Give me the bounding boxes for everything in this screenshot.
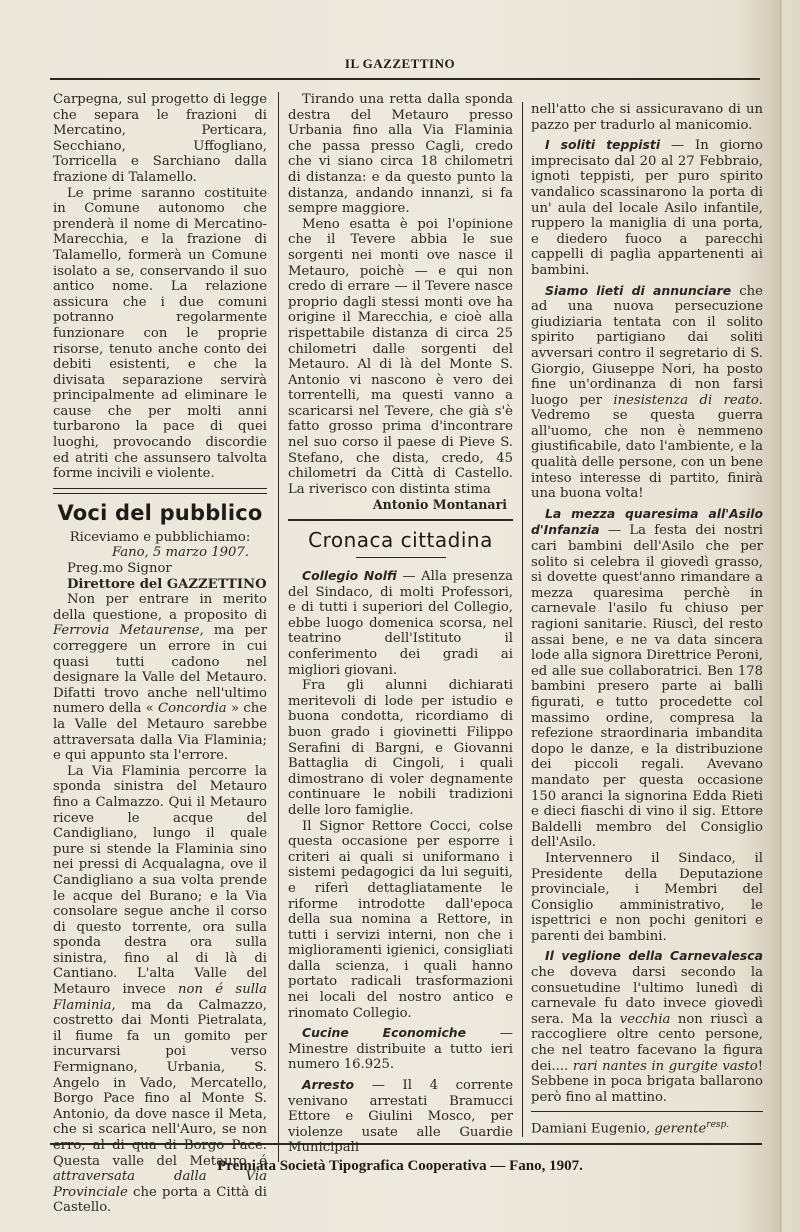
- footer-rule: [50, 1143, 762, 1145]
- paragraph: Tirando una retta dalla sponda destra del Metauro presso Urbania fino alla Via Flaminia che passa presso Cagli, credo che vi siano circa 18 chilometri di distanza: e da questo punto la distanza, andando innanzi, si fa sempre maggiore.: [288, 92, 513, 217]
- title-underline: [356, 557, 446, 558]
- paragraph: La Via Flaminia percorre la sponda sinistra del Metauro fino a Calmazzo. Qui il Metauro riceve le acque del Candigliano, lungo il quale pure si stende la Flaminia sino nei pressi di Acqualagna, ove il Candigliano a sua volta prende le acque del Burano; e la Via consolare segue anche il corso di questo torrente, ora sulla sponda destra ora sulla sinistra, fino al di là di Cantiano. L'alta Valle del Metauro invece non é sulla Flaminia, ma da Calmazzo, costretto dai Monti Pietralata, il fiume fa un gomito per incurvarsi poi verso Fermignano, Urbania, S. Angelo in Vado, Mercatello, Borgo Pace fino al Monte S. Antonio, da dove nasce il Meta, che si scarica nell'Auro, se non erro, al di qua di Borgo Pace. Questa valle del Metauro é attraversata dalla Via Provinciale che porta a Città di Castello.: [53, 763, 267, 1216]
- section-rule: [53, 488, 267, 494]
- salutation: Preg.mo Signor: [67, 561, 172, 577]
- column-1: [53, 92, 267, 1216]
- news-item-arresto: Arresto — Il 4 corrente venivano arrestati Bramucci Ettore e Giulini Mosco, per violenze usate alle Guardie Municipali: [288, 1077, 513, 1156]
- running-head: IL GAZZETTINO: [344, 56, 456, 71]
- letter-signature: Antonio Montanari: [372, 497, 507, 513]
- paragraph: Il Signor Rettore Cocci, colse questa occasione per esporre i criteri ai quali si uniformano i sistemi pedagogici da lui seguiti, e riferì dettagliatamente le riforme introdotte dall'epoca della sua nomina a Rettore, in tutti i servizi interni, non che i miglioramenti igienici, consigliati dalla scienza, i quali hanno portato radicali trasformazioni nei locali del nostro antico e rinomato Collegio.: [288, 818, 513, 1021]
- section-title-voci-del-pubblico: Voci del pubblico: [57, 500, 263, 525]
- dateline: Fano, 5 marzo 1907.: [111, 545, 249, 561]
- page-fold: [779, 0, 782, 1232]
- paragraph: Meno esatta è poi l'opinione che il Tevere abbia le sue sorgenti nei monti ove nasce il Metauro, poichè — e qui non credo di errare — il Tevere nasce proprio dagli stessi monti ove ha origine il Marecchia, e cioè alla rispettabile distanza di circa 25 chilometri dalle sorgenti del Metauro. Al di là del Monte S. Antonio vi nascono è vero dei torrentelli, ma questi vanno a scaricarsi nel Tevere, che già s'è fatto grosso prima d'incontrare nel suo corso il paese di Pieve S. Stefano, che dista, credo, 45 chilometri da Città di Castello. La riverisco con distinta stima: [288, 216, 513, 497]
- news-item-veglione: Il veglione della Carnevalesca che doveva darsi secondo la consuetudine l'ultimo lunedì di carnevale fu dato invece giovedì sera. Ma la vecchia non riuscì a raccogliere oltre cento persone, che nel teatro facevano la figura dei.... rari nantes in gurgite vasto! Sebbene in poca brigata ballarono però fino al mattino.: [531, 948, 763, 1105]
- column-3: [531, 102, 763, 1137]
- column-2: [288, 92, 513, 1156]
- paragraph: Intervennero il Sindaco, il Presidente della Deputazione provinciale, i Membri del Consiglio amministrativo, le ispettrici e non pochi genitori e parenti dei bambini.: [531, 850, 763, 944]
- news-item-siamo-lieti: Siamo lieti di annunciare che ad una nuova persecuzione giudiziaria tentata con il solito spirito partigiano dai soliti avversari contro il segretario di S. Giorgio, Giuseppe Nori, ha posto fine un'ordinanza di non farsi luogo per inesistenza di reato. Vedremo se questa guerra all'uomo, che non è nemmeno giustificabile, dato l'ambiente, e la qualità delle persone, con un bene inteso interesse di partito, finirà una buona volta!: [531, 282, 763, 502]
- column-divider: [278, 92, 279, 1162]
- section-rule: [531, 1111, 763, 1112]
- section-rule: [288, 519, 513, 521]
- addressee: Direttore del GAZZETTINO: [67, 576, 267, 592]
- news-item-collegio-nolfi: Collegio Nolfi — Alla presenza del Sindaco, di molti Professori, e di tutti i superiori del Collegio, ebbe luogo domenica scorsa, nel teatrino dell'Istituto il conferimento dei gradi ai migliori giovani.: [288, 568, 513, 678]
- section-title-cronaca-cittadina: Cronaca cittadina: [308, 528, 493, 553]
- paragraph: Le prime saranno costituite in Comune autonomo che prenderà il nome di Mercatino-Marecchia, e la frazione di Talamello, formerà un Comune isolato a se, conservando il suo antico nome. La relazione assicura che i due comuni potranno regolarmente funzionare con le proprie risorse, tenuto anche conto dei debiti esistenti, e che la divisata separazione servirà principalmente ad eliminare le cause che per molti anni turbarono la pace di quei luoghi, provocando discordie ed atriti che assunsero talvolta forme incivili e violente.: [53, 185, 267, 482]
- printer-imprint: Premiata Società Tipografica Cooperativa — Fano, 1907.: [217, 1158, 583, 1174]
- news-item-mezza-quaresima: La mezza quaresima all'Asilo d'Infanzia — La festa dei nostri cari bambini dell'Asilo che per solito si celebra il giovedì grasso, si dovette quest'anno rimandare a mezza quaresima perchè in carnevale l'asilo fu chiuso per ragioni sanitarie. Riuscì, del resto assai bene, e ne va data sincera lode alla signora Direttrice Peroni, ed alle sue collaboratrici. Ben 178 bambini presero parte ai balli figurati, e tutto procedette col massimo ordine, compresa la refezione straordinaria imbandita dopo le danze, e la distribuzione dei piccoli regali. Avevano mandato per questa occasione 150 aranci la signorina Edda Rieti e dieci fiaschi di vino il sig. Ettore Baldelli membro del Consiglio dell'Asilo.: [531, 505, 763, 851]
- column-divider: [522, 102, 523, 1137]
- manager-credit: Damiani Eugenio, gerente$^{resp.}$: [531, 1120, 730, 1137]
- news-item-cucine-economiche: Cucine Economiche — Minestre distribuite a tutto ieri numero 16.925.: [288, 1025, 513, 1073]
- paragraph: nell'atto che si assicuravano di un pazzo per tradurlo al manicomio.: [531, 102, 763, 133]
- header-rule: [50, 78, 760, 80]
- paragraph: Fra gli alunni dichiarati meritevoli di lode per istudio e buona condotta, ricordiamo di buon grado i giovinetti Filippo Serafini di Bargni, e Giovanni Battaglia di Cingoli, i quali dimostrano di voler degnamente continuare le nobili tradizioni delle loro famiglie.: [288, 678, 513, 818]
- intro-line: Riceviamo e pubblichiamo:: [69, 529, 251, 545]
- news-item-soliti-teppisti: I soliti teppisti — In giorno imprecisato dal 20 al 27 Febbraio, ignoti teppisti, per puro spirito vandalico scassinarono la porta di un' aula del locale Asilo infantile, ruppero la maniglia di una porta, e diedero fuoco a parecchi cappelli di paglia appartenenti ai bambini.: [531, 137, 763, 278]
- paragraph: Carpegna, sul progetto di legge che separa le frazioni di Mercatino, Perticara, Secchiano, Uffogliano, Torricella e Sarchiano dalla frazione di Talamello.: [53, 92, 267, 185]
- paragraph: Non per entrare in merito della questione, a proposito di Ferrovia Metaurense, ma per correggere un errore in cui quasi tutti cadono nel designare la Valle del Metauro. Difatti trovo anche nell'ultimo numero della « Concordia » che la Valle del Metauro sarebbe attraversata dalla Via Flaminia; e qui appunto sta l'errore.: [53, 592, 267, 764]
